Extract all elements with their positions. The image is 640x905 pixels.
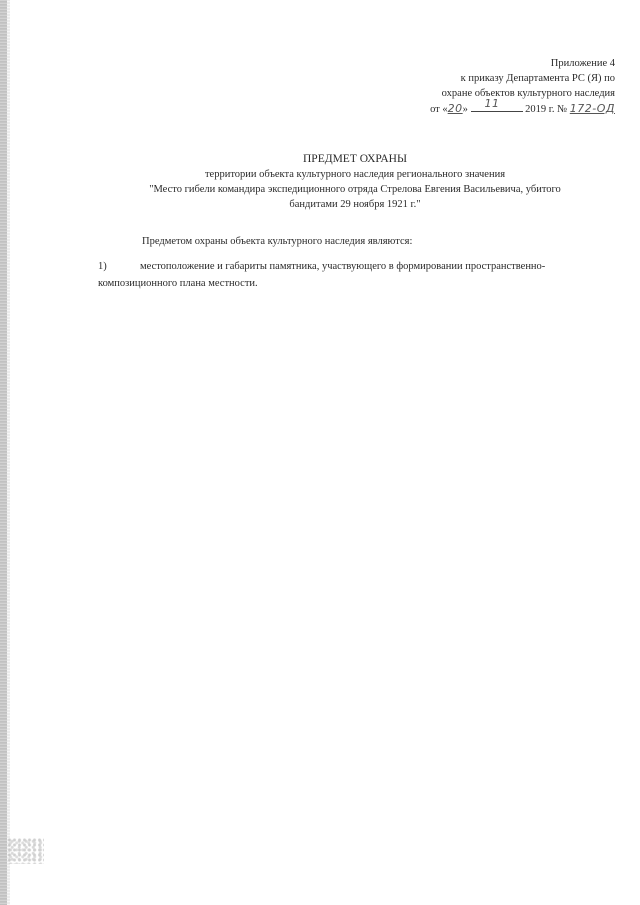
- list-item-text-2: композиционного плана местности.: [98, 278, 258, 289]
- list-item-text-1: местоположение и габариты памятника, участвующего в формировании пространственно-: [140, 261, 546, 272]
- title-heading: ПРЕДМЕТ ОХРАНЫ: [303, 153, 407, 165]
- appendix-department: охране объектов культурного наследия: [441, 88, 615, 99]
- date-prefix: от «: [430, 104, 448, 115]
- order-number-handwritten: 172-ОД: [569, 102, 615, 115]
- title-line-2: "Место гибели командира экспедиционного отряда Стрелова Евгения Васильевича, убитого: [149, 184, 561, 195]
- appendix-order-ref: к приказу Департамента РС (Я) по: [460, 73, 615, 84]
- date-year: 2019 г. №: [525, 104, 568, 115]
- title-line-1: территории объекта культурного наследия регионального значения: [204, 169, 506, 180]
- appendix-date-line: [430, 97, 615, 117]
- appendix-header: [430, 56, 615, 117]
- scan-edge-artifact: [0, 0, 7, 905]
- list-item-number: 1): [98, 261, 107, 272]
- date-month-handwritten: 11: [484, 97, 500, 110]
- list-item-row-1: [98, 258, 603, 275]
- date-month-blank: [471, 97, 523, 112]
- scan-smudge: [8, 838, 44, 864]
- date-close: »: [462, 104, 468, 115]
- title-line-3: бандитами 29 ноября 1921 г.": [289, 199, 421, 210]
- appendix-number: Приложение 4: [550, 58, 615, 69]
- document-title: [100, 152, 610, 212]
- date-day-handwritten: 20: [447, 102, 463, 115]
- list-item: [98, 258, 603, 292]
- body-intro: Предметом охраны объекта культурного наследия являются:: [142, 236, 413, 247]
